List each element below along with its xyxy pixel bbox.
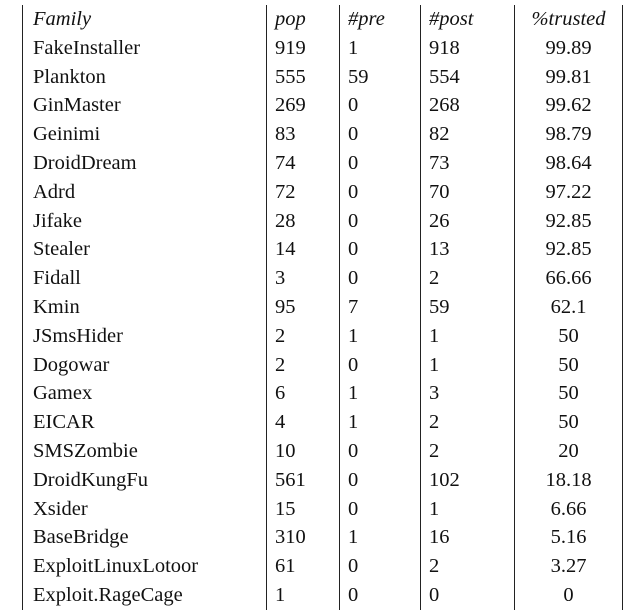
family-cell: Jifake	[23, 207, 267, 236]
post-cell: 26	[421, 207, 515, 236]
pop-cell: 28	[267, 207, 340, 236]
trusted-cell: 98.79	[515, 120, 623, 149]
header-post: #post	[421, 5, 515, 34]
pre-cell: 0	[340, 581, 421, 610]
family-cell: Gamex	[23, 379, 267, 408]
table-row	[23, 120, 623, 149]
table-row	[23, 235, 623, 264]
trusted-cell: 50	[515, 351, 623, 380]
family-cell: Fidall	[23, 264, 267, 293]
malware-family-table	[22, 5, 623, 610]
pop-cell: 2	[267, 351, 340, 380]
table-row	[23, 63, 623, 92]
post-cell: 13	[421, 235, 515, 264]
post-cell: 2	[421, 437, 515, 466]
pre-cell: 0	[340, 264, 421, 293]
pop-cell: 74	[267, 149, 340, 178]
table-row	[23, 466, 623, 495]
post-cell: 1	[421, 351, 515, 380]
table-row	[23, 408, 623, 437]
pop-cell: 555	[267, 63, 340, 92]
pre-cell: 0	[340, 178, 421, 207]
pre-cell: 1	[340, 322, 421, 351]
post-cell: 2	[421, 408, 515, 437]
family-cell: FakeInstaller	[23, 34, 267, 63]
pre-cell: 1	[340, 379, 421, 408]
table-row	[23, 207, 623, 236]
header-trusted: %trusted	[515, 5, 623, 34]
pop-cell: 10	[267, 437, 340, 466]
family-cell: Stealer	[23, 235, 267, 264]
table-row	[23, 149, 623, 178]
header-row	[23, 5, 623, 34]
pre-cell: 0	[340, 351, 421, 380]
family-cell: GinMaster	[23, 91, 267, 120]
pre-cell: 0	[340, 552, 421, 581]
pre-cell: 1	[340, 34, 421, 63]
table-row	[23, 34, 623, 63]
pop-cell: 15	[267, 495, 340, 524]
pop-cell: 61	[267, 552, 340, 581]
header-pre: #pre	[340, 5, 421, 34]
post-cell: 554	[421, 63, 515, 92]
family-cell: Plankton	[23, 63, 267, 92]
pop-cell: 83	[267, 120, 340, 149]
trusted-cell: 18.18	[515, 466, 623, 495]
pop-cell: 561	[267, 466, 340, 495]
table-row	[23, 91, 623, 120]
pre-cell: 0	[340, 437, 421, 466]
family-cell: Kmin	[23, 293, 267, 322]
table-row	[23, 322, 623, 351]
family-cell: DroidDream	[23, 149, 267, 178]
post-cell: 82	[421, 120, 515, 149]
table-row	[23, 379, 623, 408]
pop-cell: 919	[267, 34, 340, 63]
trusted-cell: 99.62	[515, 91, 623, 120]
post-cell: 73	[421, 149, 515, 178]
table-row	[23, 178, 623, 207]
pop-cell: 14	[267, 235, 340, 264]
family-cell: ExploitLinuxLotoor	[23, 552, 267, 581]
family-cell: DroidKungFu	[23, 466, 267, 495]
table-row	[23, 293, 623, 322]
family-cell: SMSZombie	[23, 437, 267, 466]
pre-cell: 0	[340, 207, 421, 236]
trusted-cell: 50	[515, 408, 623, 437]
post-cell: 1	[421, 495, 515, 524]
family-cell: BaseBridge	[23, 523, 267, 552]
pre-cell: 0	[340, 466, 421, 495]
pre-cell: 0	[340, 235, 421, 264]
family-cell: Xsider	[23, 495, 267, 524]
table-row	[23, 264, 623, 293]
pre-cell: 0	[340, 495, 421, 524]
pre-cell: 0	[340, 91, 421, 120]
pre-cell: 0	[340, 120, 421, 149]
trusted-cell: 98.64	[515, 149, 623, 178]
trusted-cell: 6.66	[515, 495, 623, 524]
table-row	[23, 552, 623, 581]
trusted-cell: 62.1	[515, 293, 623, 322]
trusted-cell: 20	[515, 437, 623, 466]
post-cell: 2	[421, 264, 515, 293]
pop-cell: 3	[267, 264, 340, 293]
trusted-cell: 92.85	[515, 235, 623, 264]
header-family: Family	[23, 5, 267, 34]
pop-cell: 2	[267, 322, 340, 351]
table-body	[23, 34, 623, 610]
pre-cell: 0	[340, 149, 421, 178]
pop-cell: 72	[267, 178, 340, 207]
table-row	[23, 495, 623, 524]
family-cell: Adrd	[23, 178, 267, 207]
trusted-cell: 97.22	[515, 178, 623, 207]
post-cell: 59	[421, 293, 515, 322]
trusted-cell: 92.85	[515, 207, 623, 236]
table-row	[23, 351, 623, 380]
post-cell: 1	[421, 322, 515, 351]
trusted-cell: 3.27	[515, 552, 623, 581]
header-pop: pop	[267, 5, 340, 34]
table-row	[23, 581, 623, 610]
family-cell: EICAR	[23, 408, 267, 437]
table-row	[23, 523, 623, 552]
pop-cell: 269	[267, 91, 340, 120]
family-cell: Exploit.RageCage	[23, 581, 267, 610]
pop-cell: 4	[267, 408, 340, 437]
pre-cell: 59	[340, 63, 421, 92]
pop-cell: 310	[267, 523, 340, 552]
trusted-cell: 99.81	[515, 63, 623, 92]
post-cell: 268	[421, 91, 515, 120]
pre-cell: 1	[340, 408, 421, 437]
trusted-cell: 66.66	[515, 264, 623, 293]
trusted-cell: 5.16	[515, 523, 623, 552]
table-row	[23, 437, 623, 466]
family-cell: Dogowar	[23, 351, 267, 380]
post-cell: 70	[421, 178, 515, 207]
post-cell: 0	[421, 581, 515, 610]
pop-cell: 6	[267, 379, 340, 408]
trusted-cell: 50	[515, 322, 623, 351]
post-cell: 16	[421, 523, 515, 552]
pre-cell: 1	[340, 523, 421, 552]
family-cell: Geinimi	[23, 120, 267, 149]
post-cell: 102	[421, 466, 515, 495]
pop-cell: 1	[267, 581, 340, 610]
post-cell: 3	[421, 379, 515, 408]
post-cell: 2	[421, 552, 515, 581]
post-cell: 918	[421, 34, 515, 63]
pre-cell: 7	[340, 293, 421, 322]
trusted-cell: 99.89	[515, 34, 623, 63]
trusted-cell: 50	[515, 379, 623, 408]
family-cell: JSmsHider	[23, 322, 267, 351]
pop-cell: 95	[267, 293, 340, 322]
trusted-cell: 0	[515, 581, 623, 610]
